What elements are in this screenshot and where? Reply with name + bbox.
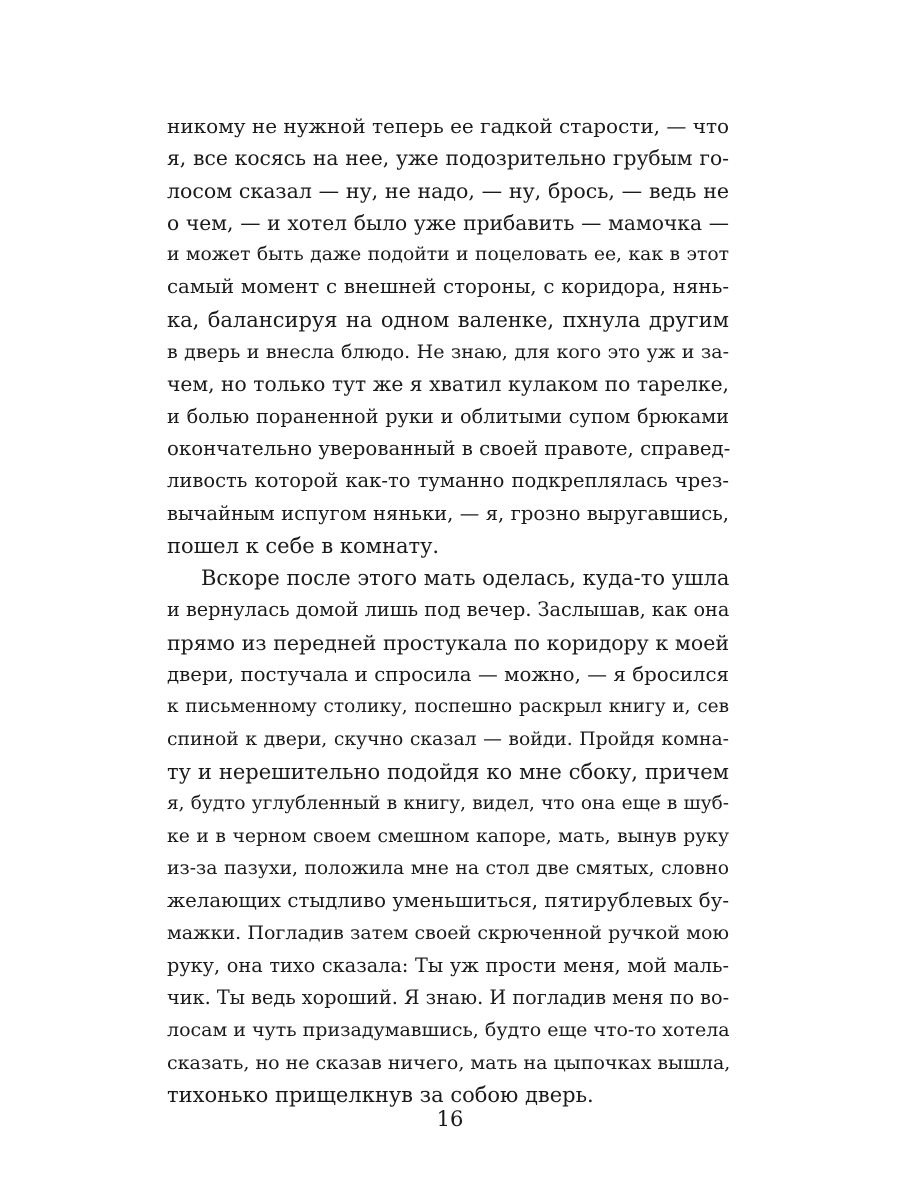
- text-line: я, будто углубленный в книгу, видел, что она еще в шуб-: [167, 793, 729, 815]
- text-line: я, все косясь на нее, уже подозрительно грубым го-: [167, 146, 729, 171]
- text-line: ка, балансируя на одном валенке, пхнула другим: [167, 307, 729, 332]
- text-line: руку, она тихо сказала: Ты уж прости меня, мой маль-: [167, 953, 729, 977]
- text-line: пошел к себе в комнату.: [167, 533, 440, 558]
- text-line: сказать, но не сказав ничего, мать на цыпочках вышла,: [167, 1051, 731, 1074]
- text-line: ту и нерешительно подойдя ко мне сбоку, причем: [167, 759, 729, 784]
- text-line: окончательно уверованный в своей правоте, справед-: [167, 436, 731, 460]
- text-line: и может быть даже подойти и поцеловать ее, как в этот: [167, 244, 729, 266]
- text-line: чем, но только тут же я хватил кулаком по тарелке,: [167, 372, 729, 397]
- text-line: никому не нужной теперь ее гадкой старости, — что: [167, 114, 730, 138]
- text-line: из-за пазухи, положила мне на стол две смятых, словно: [167, 857, 729, 879]
- text-line: желающих стыдливо уменьшиться, пятирублевых бу-: [167, 889, 729, 913]
- text-line: лосом сказал — ну, не надо, — ну, брось, — ведь не: [167, 178, 729, 203]
- page-number: 16: [436, 1107, 464, 1131]
- text-line: чик. Ты ведь хороший. Я знаю. И погладив меня по во-: [167, 986, 730, 1010]
- text-line: спиной к двери, скучно сказал — войди. Пройдя комна-: [167, 728, 729, 750]
- text-line: в дверь и внесла блюдо. Не знаю, для кого это уж и за-: [167, 341, 729, 364]
- text-line: самый момент с внешней стороны, с коридора, нянь-: [167, 275, 729, 299]
- text-line: к письменному столику, поспешно раскрыл книгу и, сев: [167, 696, 729, 718]
- text-line: о чем, — и хотел было уже прибавить — мамочка —: [167, 210, 729, 235]
- text-line: ливость которой как-то туманно подкреплялась чрез-: [167, 469, 729, 493]
- text-line: лосам и чуть призадумавшись, будто еще что-то хотела: [167, 1019, 730, 1042]
- text-line: мажки. Погладив затем своей скрюченной ручкой мою: [167, 922, 729, 945]
- text-line: двери, постучала и спросила — можно, — я бросился: [167, 663, 729, 687]
- text-line: Вскоре после этого мать оделась, куда-то ушла: [201, 566, 730, 591]
- text-line: ке и в черном своем смешном капоре, мать, вынув руку: [167, 825, 729, 847]
- text-line: и болью пораненной руки и облитыми супом брюками: [167, 404, 729, 428]
- paragraph-2: [167, 562, 729, 1111]
- body-text: [167, 110, 729, 1111]
- paragraph-1: [167, 110, 729, 562]
- text-line: прямо из передней простукала по коридору к моей: [167, 630, 729, 655]
- text-line: вычайным испугом няньки, — я, грозно выругавшись,: [167, 501, 729, 525]
- text-line: тихонько прищелкнув за собою дверь.: [167, 1082, 594, 1107]
- text-line: и вернулась домой лишь под вечер. Заслышав, как она: [167, 598, 730, 622]
